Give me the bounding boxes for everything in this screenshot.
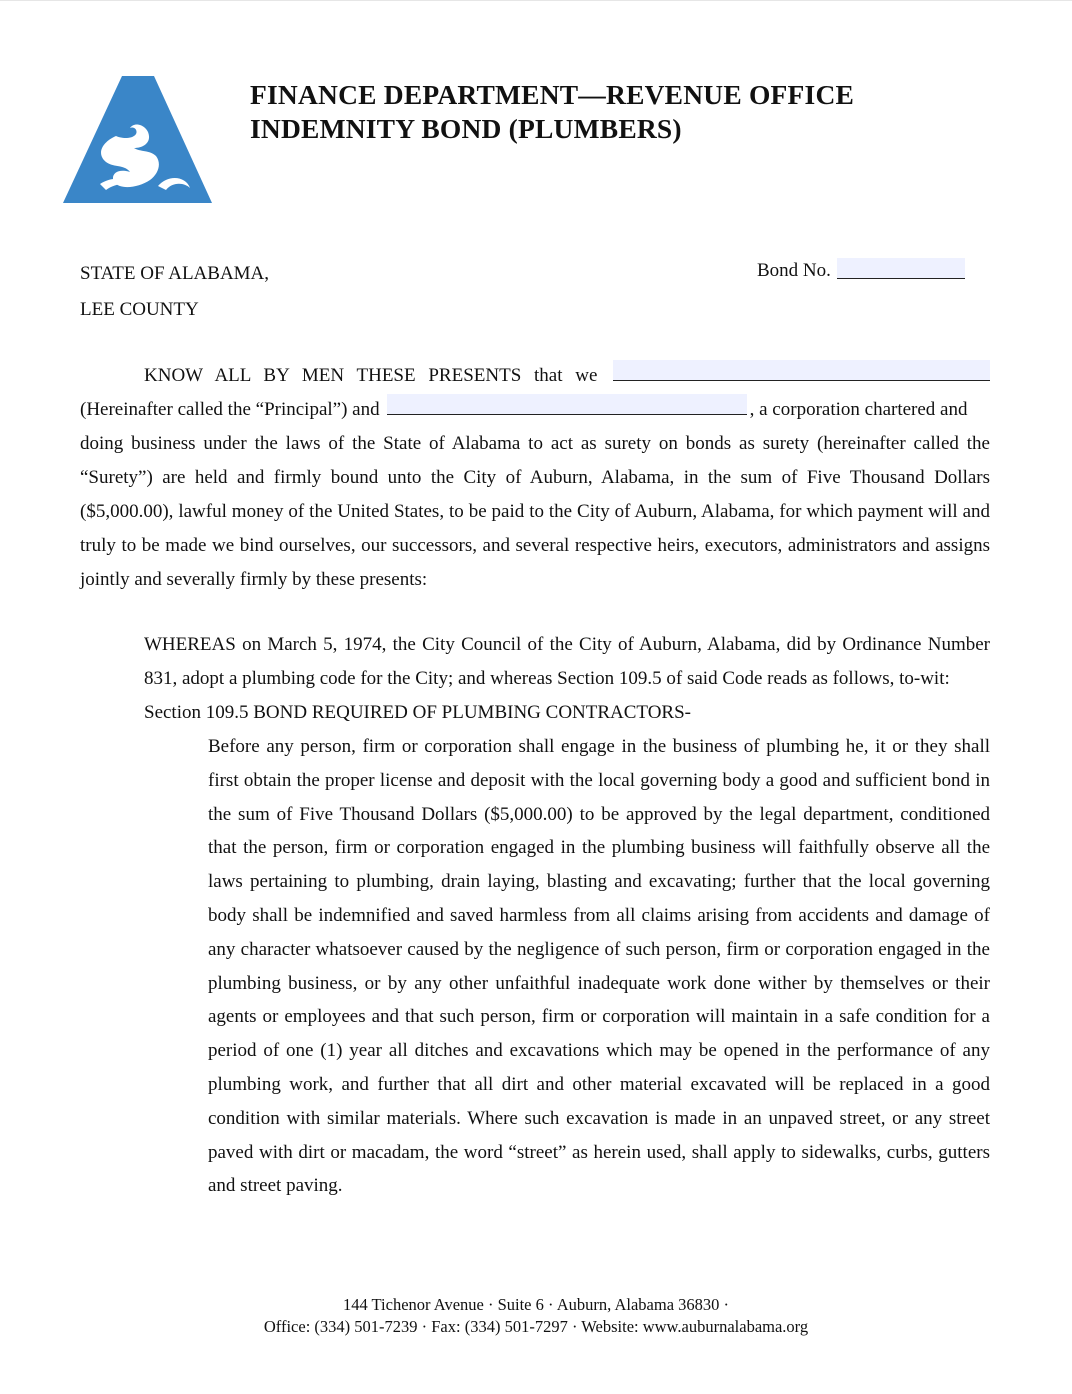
section-quote-text: Before any person, firm or corporation shall engage in the business of plumbing he, it or they shall first obtain the proper license and deposit with the local governing body a good and sufficient bond in the sum of Five Thousand Dollars ($5,000.00) to be approved by the legal department, conditioned that the person, firm or corporation engaged in the plumbing business will faithfully observe all the laws pertaining to plumbing, drain laying, blasting and excavating; further that the local governing body shall be indemnified and saved harmless from all claims arising from accidents and damage of any character whatsoever caused by the negligence of such person, firm or corporation engaged in the plumbing business, or by any other unfaithful inadequate work done wither by themselves or their agents or employees and that such person, firm or corporation will maintain in a safe condition for a period of one (1) year all ditches and excavations which may be opened in the performance of any plumbing work, and further that all dirt and other material excavated will be replaced in a good condition with similar materials. Where such excavation is made in an unpaved street, or any street paved with dirt or macadam, the word “street” as herein used, shall apply to sidewalks, curbs, gutters and street paving.	[208, 736, 990, 1197]
principal-name-input[interactable]	[613, 360, 990, 381]
jurisdiction-block	[80, 256, 269, 328]
bond-number-field-group	[757, 258, 965, 282]
department-title: FINANCE DEPARTMENT—REVENUE OFFICE	[250, 79, 855, 110]
obligation-paragraph	[80, 359, 990, 597]
obligation-lead-text: KNOW ALL BY MEN THESE PRESENTS that we	[144, 365, 598, 386]
footer-contact: Office: (334) 501-7239 · Fax: (334) 501-7297 · Website: www.auburnalabama.org	[263, 1317, 809, 1336]
surety-name-input[interactable]	[387, 394, 747, 415]
whereas-text: WHEREAS on March 5, 1974, the City Council of the City of Auburn, Alabama, did by Ordinance Number 831, adopt a plumbing code for the City; and whereas Section 109.5 of said Code reads as follows, to-wit:	[144, 634, 990, 689]
whereas-paragraph	[80, 628, 990, 696]
footer-address: 144 Tichenor Avenue · Suite 6 · Auburn, Alabama 36830 ·	[342, 1295, 730, 1314]
principal-label: (Hereinafter called the “Principal”) and	[80, 399, 380, 420]
county-line: LEE COUNTY	[80, 299, 199, 320]
city-of-auburn-logo-icon	[60, 72, 215, 207]
surety-label: , a corporation chartered and	[749, 399, 968, 420]
section-heading: Section 109.5 BOND REQUIRED OF PLUMBING CONTRACTORS-	[144, 702, 691, 723]
form-title: INDEMNITY BOND (PLUMBERS)	[250, 113, 682, 144]
bond-number-input[interactable]	[837, 258, 965, 279]
state-line: STATE OF ALABAMA,	[80, 263, 270, 284]
top-divider	[0, 0, 1072, 1]
bond-number-label: Bond No.	[757, 260, 831, 281]
obligation-body-text: doing business under the laws of the State of Alabama to act as surety on bonds as surety (hereinafter called the “Surety”) are held and firmly bound unto the City of Auburn, Alabama, in the sum of Five Thousand Dollars ($5,000.00), lawful money of the United States, to be paid to the City of Auburn, Alabama, for which payment will and truly to be made we bind ourselves, our successors, and several respective heirs, executors, administrators and assigns jointly and severally firmly by these presents:	[80, 433, 990, 590]
header-titles	[250, 78, 854, 146]
